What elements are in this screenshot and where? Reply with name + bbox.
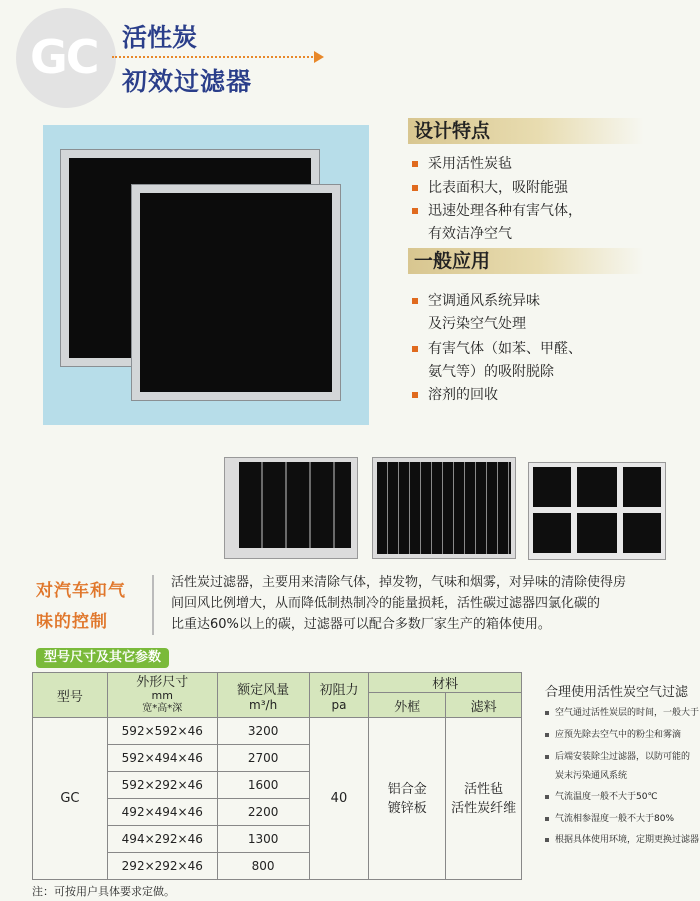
model-cell: GC xyxy=(33,718,108,880)
tip-item: 气流相参湿度一般不大于80% xyxy=(545,811,674,824)
airflow-cell: 1600 xyxy=(217,772,309,799)
header-model: 型号 xyxy=(33,673,108,718)
page-title-line1: 活性炭 xyxy=(122,23,198,52)
design-item: 迅速处理各种有害气体， xyxy=(412,200,582,220)
application-item: 氨气等）的吸附脱除 xyxy=(428,364,554,380)
size-cell: 292×292×46 xyxy=(107,853,217,880)
frame-cell: 铝合金 镀锌板 xyxy=(369,718,446,880)
spec-table xyxy=(32,672,522,880)
swatch-image-1 xyxy=(224,457,358,559)
application-item: 有害气体（如苯、甲醛、 xyxy=(412,338,582,358)
airflow-cell: 2700 xyxy=(217,745,309,772)
design-features-heading: 设计特点 xyxy=(408,118,644,144)
logo-text: GC xyxy=(30,30,98,84)
header-frame: 外框 xyxy=(369,693,446,718)
swatch-image-2 xyxy=(372,457,516,559)
spec-table-title: 型号尺寸及其它参数 xyxy=(36,648,169,668)
airflow-cell: 3200 xyxy=(217,718,309,745)
media-cell: 活性毡 活性炭纤维 xyxy=(446,718,522,880)
header-size: 外形尺寸 mm 宽*高*深 xyxy=(107,673,217,718)
header-media: 滤料 xyxy=(446,693,522,718)
tip-item: 炭末污染通风系统 xyxy=(555,771,628,781)
size-cell: 492×494×46 xyxy=(107,799,217,826)
header-resistance: 初阻力 pa xyxy=(309,673,369,718)
table-note: 注：可按用户具体要求定做。 xyxy=(32,885,175,898)
design-item: 有效洁净空气 xyxy=(428,226,512,242)
airflow-cell: 2200 xyxy=(217,799,309,826)
page-title-line2: 初效过滤器 xyxy=(122,67,253,96)
product-photo xyxy=(43,125,369,425)
application-item: 溶剂的回收 xyxy=(412,384,498,404)
size-cell: 494×292×46 xyxy=(107,826,217,853)
application-item: 及污染空气处理 xyxy=(428,316,526,332)
filter-front-image xyxy=(131,184,341,401)
tip-item: 空气通过活性炭层的时间，一般大于 xyxy=(545,705,699,718)
tip-item: 根据具体使用环境，定期更换过滤器 xyxy=(545,832,699,845)
design-item: 比表面积大，吸附能强 xyxy=(412,177,568,197)
header-airflow: 额定风量 m³/h xyxy=(217,673,309,718)
dotted-arrow-line xyxy=(112,56,316,58)
size-cell: 592×592×46 xyxy=(107,718,217,745)
divider xyxy=(152,575,154,635)
automotive-heading: 对汽车和气 味的控制 xyxy=(36,581,126,632)
tip-item: 气流温度一般不大于50℃ xyxy=(545,789,658,802)
automotive-description: 活性炭过滤器，主要用来清除气体，掉发物，气味和烟雾，对异味的清除使得房 间回风比例增大，从而降低制热制冷的能量损耗，活性碳过滤器四氯化碳的 比重达60%以上的碳，过滤器可以配合多数厂家生产的箱体使用。 xyxy=(171,575,627,632)
application-heading: 一般应用 xyxy=(408,248,644,274)
table-row xyxy=(33,718,522,745)
tip-item: 应预先除去空气中的粉尘和雾滴 xyxy=(545,727,681,740)
arrow-icon xyxy=(314,51,324,63)
swatch-image-3 xyxy=(528,462,666,560)
airflow-cell: 1300 xyxy=(217,826,309,853)
application-item: 空调通风系统异味 xyxy=(412,290,540,310)
tips-heading: 合理使用活性炭空气过滤 xyxy=(545,685,689,700)
size-cell: 592×292×46 xyxy=(107,772,217,799)
tip-item: 后端安装除尘过滤器，以防可能的 xyxy=(545,749,690,762)
resistance-cell: 40 xyxy=(309,718,369,880)
airflow-cell: 800 xyxy=(217,853,309,880)
header-material: 材料 xyxy=(369,673,522,693)
design-item: 采用活性炭毡 xyxy=(412,153,512,173)
size-cell: 592×494×46 xyxy=(107,745,217,772)
